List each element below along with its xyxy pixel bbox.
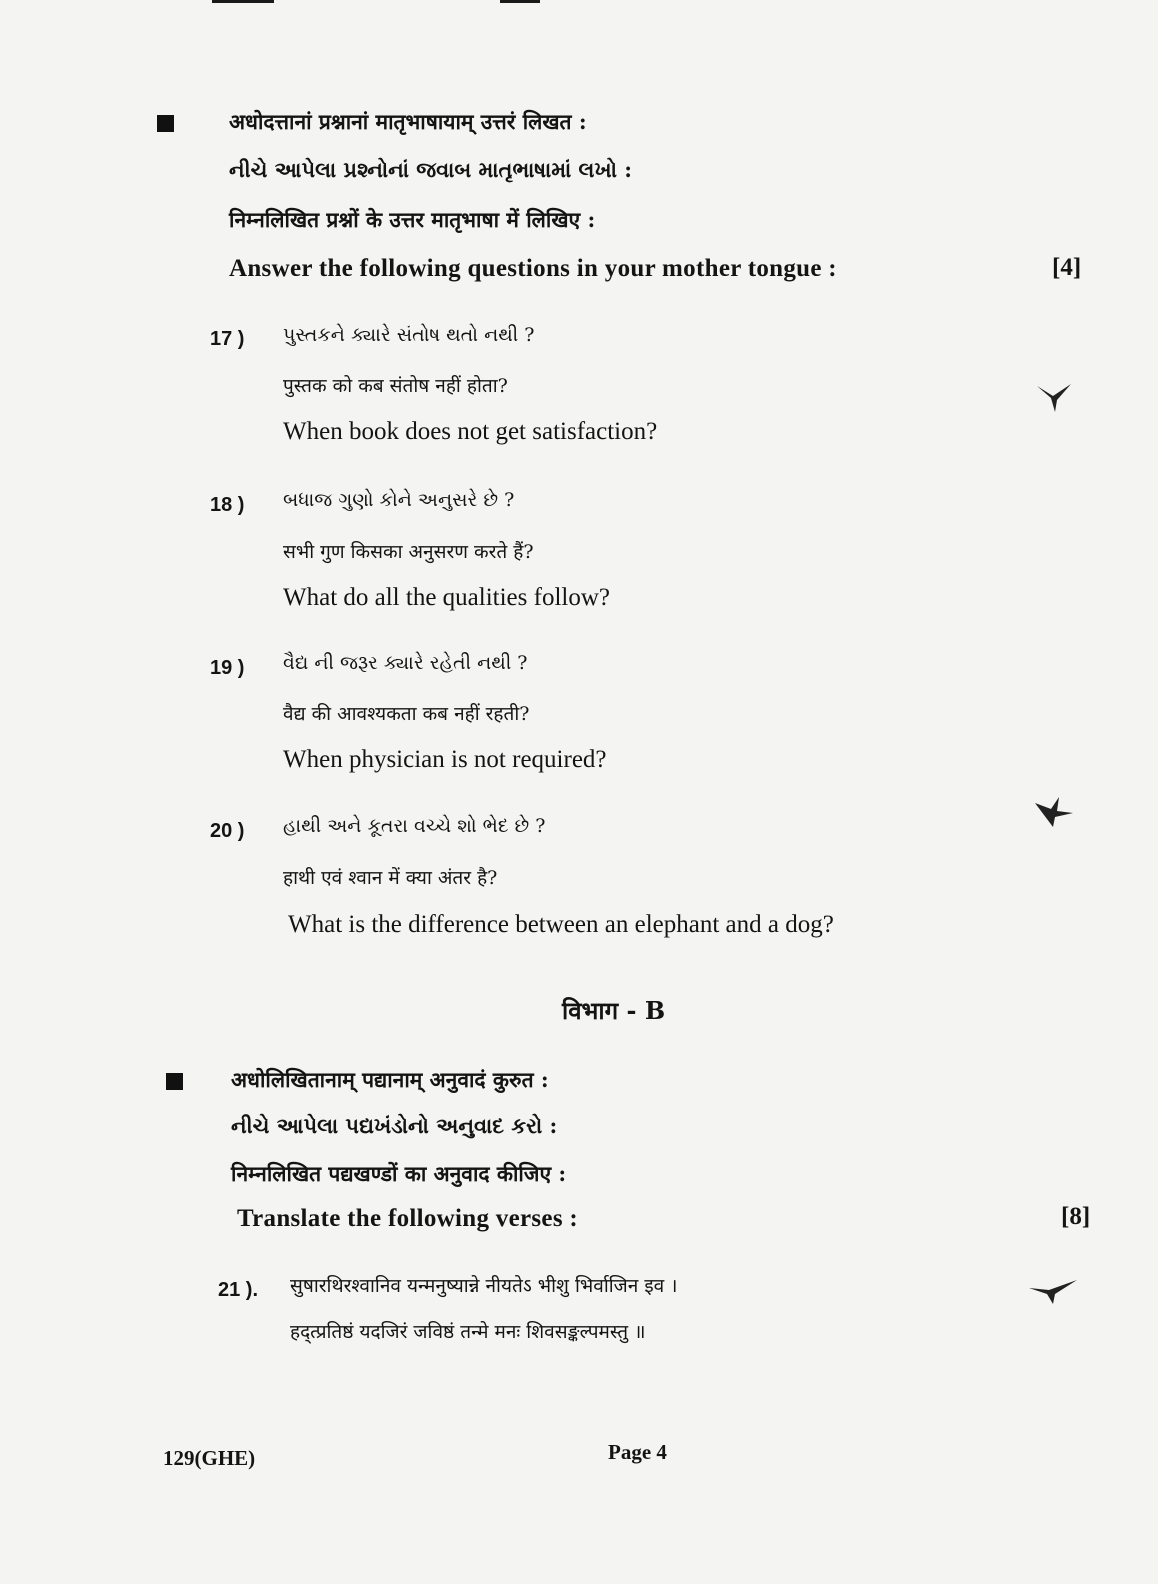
instruction-gujarati: નીચે આપેલા પ્રશ્નોનાં જવાબ માતૃભાષામાં લખો : [229, 157, 633, 182]
question-english: When physician is not required? [283, 746, 607, 773]
instruction-sanskrit: अधोदत्तानां प्रश्नानां मातृभाषायाम् उत्तरं लिखत : [229, 109, 587, 134]
marks-badge: [8] [1061, 1203, 1091, 1230]
question-hindi: सभी गुण किसका अनुसरण करते हैं? [283, 541, 534, 563]
paper-code: 129(GHE) [163, 1446, 256, 1470]
question-number: 18 ) [210, 494, 245, 516]
section-bullet [166, 1073, 183, 1090]
instruction-hindi: निम्नलिखित पद्यखण्डों का अनुवाद कीजिए : [231, 1161, 567, 1186]
section-heading: विभाग - B [562, 996, 666, 1025]
question-hindi: पुस्तक को कब संतोष नहीं होता? [283, 375, 508, 397]
question-number: 17 ) [210, 328, 245, 350]
question-number: 21 ). [218, 1279, 259, 1301]
question-number: 20 ) [210, 820, 245, 842]
instruction-english: Answer the following questions in your mother tongue : [229, 255, 837, 282]
smudge-mark [1033, 793, 1077, 829]
question-english: When book does not get satisfaction? [283, 418, 658, 445]
scan-mark [212, 0, 274, 3]
question-gujarati: હાથી અને કૂતરા વચ્ચે શો ભેદ છે ? [283, 815, 546, 837]
section-bullet [157, 115, 174, 132]
smudge-mark [1027, 1276, 1079, 1306]
instruction-sanskrit: अधोलिखितानाम् पद्यानाम् अनुवादं कुरुत : [231, 1067, 549, 1092]
instruction-gujarati: નીચે આપેલા પદ્યખંડોનો અનુવાદ કરો : [231, 1113, 558, 1138]
verse-line: सुषारथिरश्वानिव यन्मनुष्यान्ने नीयतेऽ भीशु भिर्वाजिन इव । [290, 1275, 678, 1297]
verse-line: हद्त्प्रतिष्ठं यदजिरं जविष्ठं तन्मे मनः शिवसङ्कल्पमस्तु ॥ [290, 1321, 646, 1343]
question-hindi: हाथी एवं श्वान में क्या अंतर है? [283, 867, 498, 889]
question-english: What do all the qualities follow? [283, 584, 610, 611]
question-gujarati: વૈદ્ય ની જરૂર ક્યારે રહેતી નથી ? [283, 652, 528, 674]
question-english: What is the difference between an elephant and a dog? [288, 911, 834, 938]
question-hindi: वैद्य की आवश्यकता कब नहीं रहती? [283, 703, 530, 725]
scan-mark [500, 0, 540, 3]
question-number: 19 ) [210, 657, 245, 679]
question-gujarati: બધાજ ગુણો કોને અનુસરે છે ? [283, 489, 515, 511]
question-gujarati: પુસ્તકને ક્યારે સંતોષ થતો નથી ? [283, 324, 535, 346]
smudge-mark [1033, 378, 1077, 414]
page-number: Page 4 [608, 1440, 667, 1464]
marks-badge: [4] [1052, 254, 1082, 281]
instruction-english: Translate the following verses : [237, 1205, 579, 1232]
instruction-hindi: निम्नलिखित प्रश्नों के उत्तर मातृभाषा में लिखिए : [229, 207, 596, 232]
